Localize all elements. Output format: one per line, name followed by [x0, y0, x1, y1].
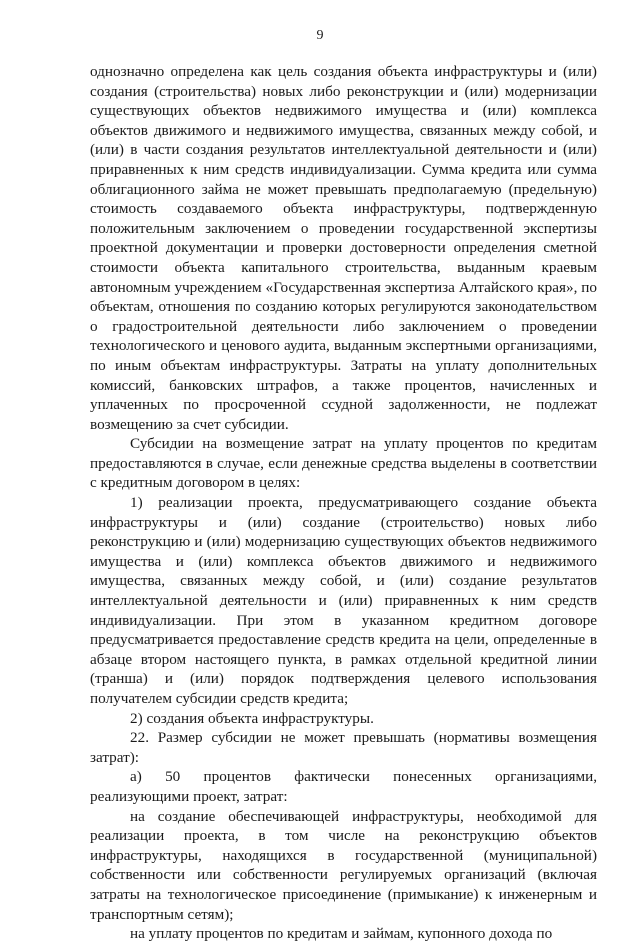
paragraph: на создание обеспечивающей инфраструктуры, необходимой для реализации проекта, в том числе на реконструкцию объектов инфраструктуры, находящихся в государственной (муниципальной) собственности или собственности регулируемых организаций (включая затраты на технологическое присоединение (примыкание) к инженерным и транспортным сетям); [90, 807, 597, 923]
paragraph: 1) реализации проекта, предусматривающего создание объекта инфраструктуры и (или) создание (строительство) новых либо реконструкцию и (или) модернизацию существующих объектов недвижимого имущества и (или) комплекса объектов движимого и недвижимого имущества, связанных между собой, и (или) создание результатов интеллектуальной деятельности и (или) приравненных к ним средств индивидуализации. При этом в указанном кредитном договоре предусматривается предоставление средств кредита на цели, определенные в абзаце втором настоящего пункта, в рамках отдельной кредитной линии (транша) и (или) порядок подтверждения целевого использования получателем субсидии средств кредита; [90, 494, 597, 707]
paragraph: 2) создания объекта инфраструктуры. [130, 709, 374, 727]
page-number: 9 [316, 28, 324, 43]
document-body [90, 62, 597, 944]
paragraph: однозначно определена как цель создания объекта инфраструктуры и (или) создания (строительства) новых либо реконструкции и (или) модернизации существующих объектов недвижимого имущества и (или) комплекса объектов движимого и недвижимого имущества, связанных между собой, и (или) в части создания результатов интеллектуальной деятельности и (или) приравненных к ним средств индивидуализации. Сумма кредита или сумма облигационного займа не может превышать предполагаемую (предельную) стоимость создаваемого объекта инфраструктуры, подтвержденную положительным заключением о проведении государственной экспертизы проектной документации и проверки достоверности определения сметной стоимости объекта капитального строительства, выданным краевым автономным учреждением «Государственная экспертиза Алтайского края», по объектам, отношения по созданию которых регулируются законодательством о градостроительной деятельности либо заключением о проведении технологического и ценового аудита, выданным экспертными организациями, по иным объектам инфраструктуры. Затраты на уплату дополнительных комиссий, банковских штрафов, а также процентов, начисленных и уплаченных по просроченной ссудной задолженности, не подлежат возмещению за счет субсидии. [90, 63, 597, 433]
paragraph: Субсидии на возмещение затрат на уплату процентов по кредитам предоставляются в случае, если денежные средства выделены в соответствии с кредитным договором в целях: [90, 435, 597, 492]
paragraph: 22. Размер субсидии не может превышать (нормативы возмещения затрат): [90, 729, 597, 766]
paragraph: а) 50 процентов фактически понесенных организациями, реализующими проект, затрат: [90, 768, 597, 805]
paragraph: на уплату процентов по кредитам и займам, купонного дохода по [130, 925, 553, 943]
